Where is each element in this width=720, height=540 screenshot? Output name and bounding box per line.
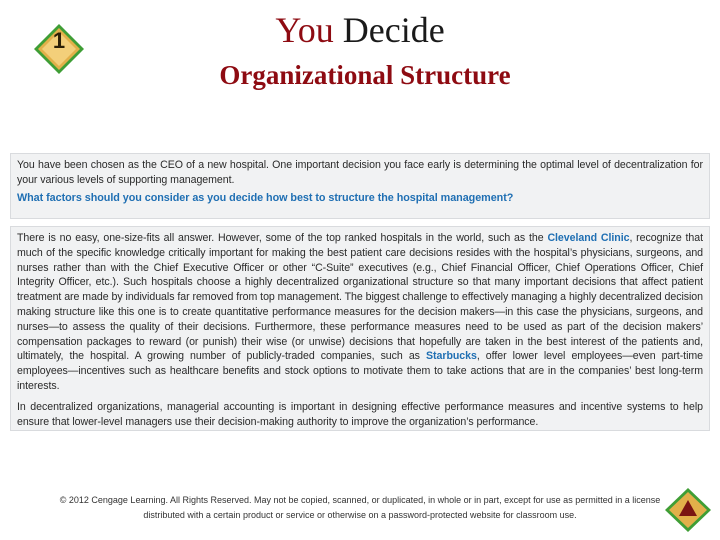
starbucks-link[interactable]: Starbucks <box>426 350 477 363</box>
diamond-nav-icon[interactable] <box>664 487 712 533</box>
answer-panel <box>10 226 710 431</box>
page-title <box>170 10 550 50</box>
footer-line-1: © 2012 Cengage Learning. All Rights Reserved. May not be copied, scanned, or duplicated, in whole or in part, except for use as permitted in a license <box>59 495 661 505</box>
title-word-you: You <box>275 10 334 50</box>
answer-text-part-1: There is no easy, one-size-fits all answer. However, some of the top ranked hospitals in the world, such as the <box>17 232 548 244</box>
slide-number: 1 <box>52 28 66 53</box>
title-word-decide: Decide <box>342 10 445 50</box>
question-prompt: What factors should you consider as you decide how best to structure the hospital management? <box>17 191 514 204</box>
answer-paragraph-2: In decentralized organizations, managerial accounting is important in designing effective performance measures and incentive systems to help ensure that lower-level managers use their decision-making authority to improve the organization’s performance. <box>17 400 703 428</box>
cleveland-clinic-link[interactable]: Cleveland Clinic <box>547 232 630 244</box>
answer-text-part-2: , recognize that much of the specific knowledge critically important for making the best patient care decisions resides with the hospital’s physicians, surgeons, and nurses rather than with the Chief Executive Officer or other “C-Suite” executives (e.g., Chief Financial Officer, Chief Operations Officer, Chief Integrity Officer, etc.). Such hospitals choose a highly decentralized organizational structure so that many important decisions that affect patient treatment are made by individuals far removed from top management. The biggest challenge to effectively managing a highly decentralized decision making structure like this one is to create quantitative performance measures for the decision makers—in this case the physicians, surgeons, and nurses—to assess the quality of their decisions. Furthermore, these performance measures need to be used as part of the decision makers’ compensation packages to reward (or punish) their wise (or unwise) decisions that hopefully are taken in the best interest of the patients and, ultimately, the hospital. A growing number of publicly-traded companies, such as <box>17 232 703 363</box>
page-subtitle: Organizational Structure <box>219 60 511 90</box>
copyright-footer <box>50 493 670 523</box>
question-panel <box>10 153 710 219</box>
question-intro: You have been chosen as the CEO of a new hospital. One important decision you face early is determining the optimal level of decentralization for your various levels of supporting management. <box>17 159 703 186</box>
footer-line-2: distributed with a certain product or service or otherwise on a password-protected website for classroom use. <box>143 510 577 520</box>
answer-paragraph-1 <box>17 231 703 394</box>
answer-text-part-3: , offer lower level employees—even part-time employees—incentives such as healthcare benefits and stock options to motivate them to take actions that are in the companies’ best long-term interests. <box>17 350 703 392</box>
